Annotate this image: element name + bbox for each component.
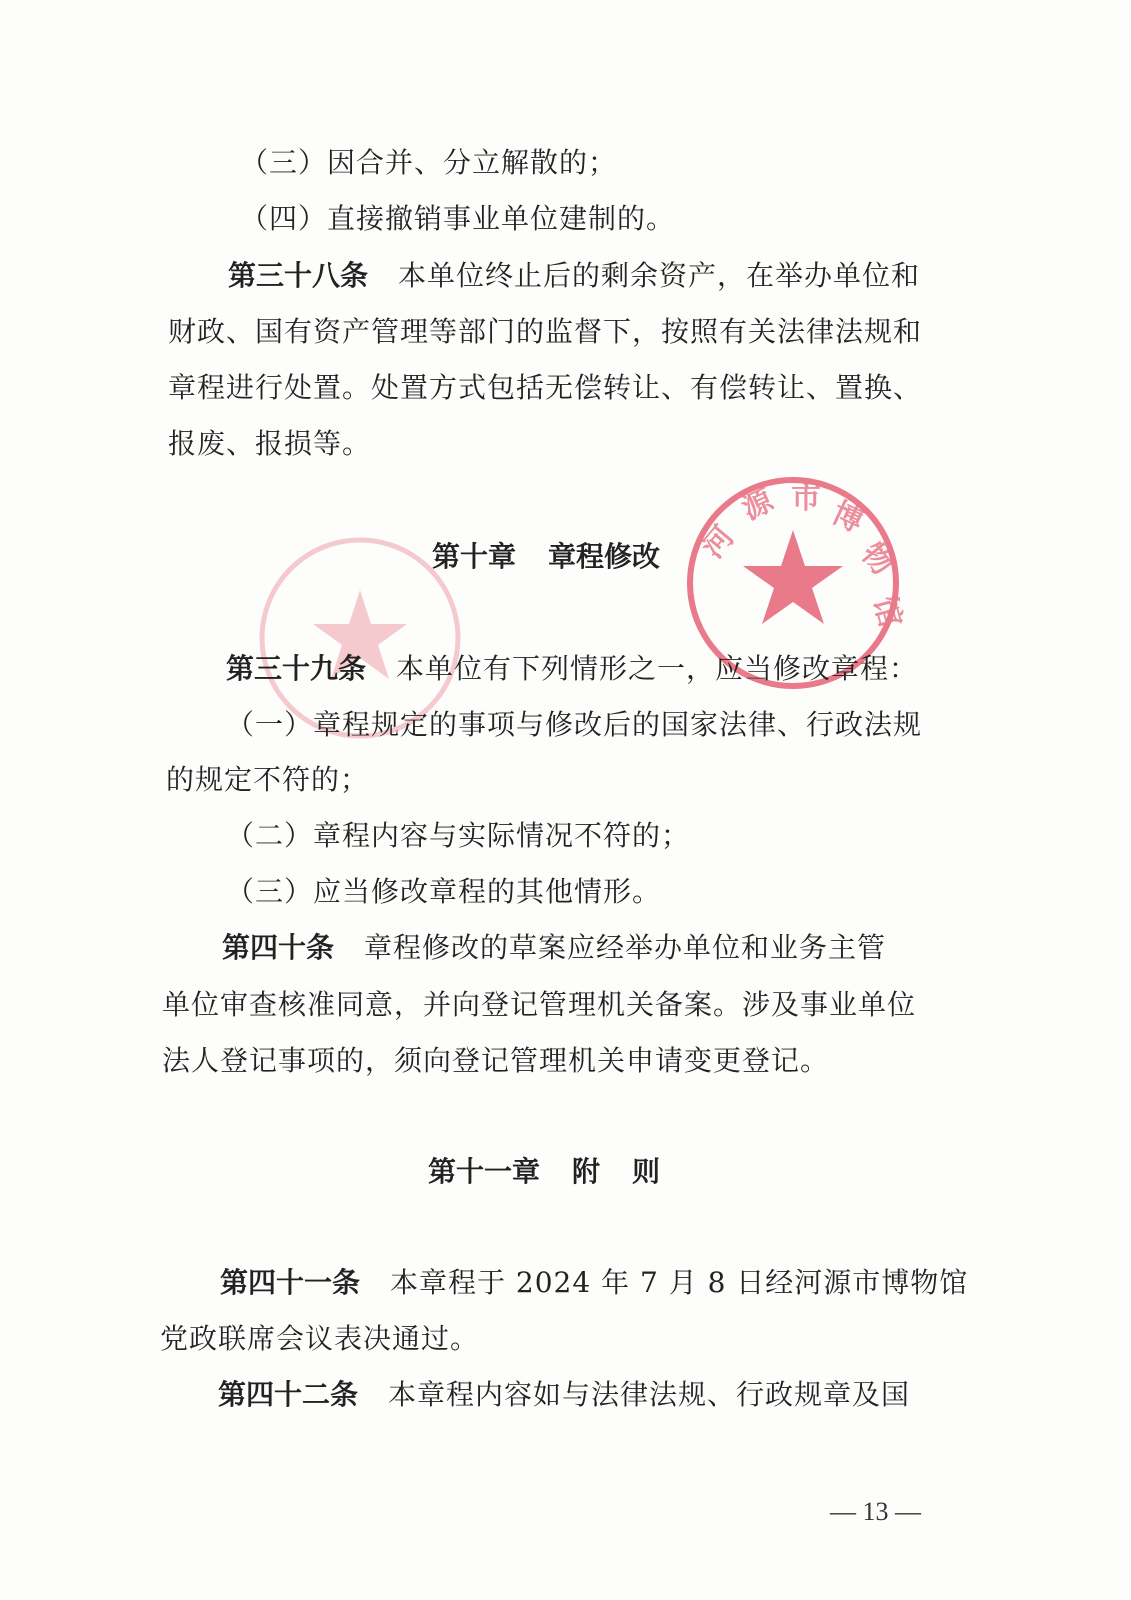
chapter-10-heading (432, 537, 660, 577)
chapter-10-title: 章程修改 (548, 540, 661, 573)
article-39-label: 第三十九条 (226, 652, 367, 685)
chapter-11-number: 第十一章 (428, 1155, 541, 1188)
article-38-line-2: 财政、国有资产管理等部门的监督下，按照有关法律法规和 (168, 315, 923, 348)
article-41-line-1 (220, 1263, 968, 1303)
svg-text:河: 河 (695, 519, 742, 566)
article-39-item-1: （一）章程规定的事项与修改后的国家法律、行政法规 (226, 708, 923, 741)
chapter-11-heading (428, 1152, 660, 1192)
svg-text:物: 物 (853, 536, 900, 583)
article-38-line-4: 报废、报损等。 (168, 427, 372, 460)
svg-text:馆: 馆 (866, 593, 908, 632)
article-40-label: 第四十条 (222, 931, 335, 964)
article-40-line-1 (222, 928, 886, 968)
article-42-label: 第四十二条 (218, 1378, 359, 1411)
article-41-text-1: 本章程于 2024 年 7 月 8 日经河源市博物馆 (390, 1266, 969, 1299)
svg-text:源: 源 (736, 482, 779, 528)
article-38-line-1 (228, 256, 920, 296)
article-40-text-1: 章程修改的草案应经举办单位和业务主管 (364, 931, 887, 964)
item-4-revocation: （四）直接撤销事业单位建制的。 (240, 202, 676, 235)
chapter-11-title-a: 附 (572, 1155, 601, 1188)
article-42-line-1 (218, 1375, 910, 1415)
article-39-item-3: （三）应当修改章程的其他情形。 (226, 875, 662, 908)
article-40-line-3: 法人登记事项的，须向登记管理机关申请变更登记。 (162, 1044, 830, 1077)
article-39-item-2: （二）章程内容与实际情况不符的； (226, 819, 691, 852)
article-40-line-2: 单位审查核准同意，并向登记管理机关备案。涉及事业单位 (162, 988, 917, 1021)
item-3-dissolution: （三）因合并、分立解散的； (240, 146, 618, 179)
article-39-line-1 (226, 649, 918, 689)
article-38-line-3: 章程进行处置。处置方式包括无偿转让、有偿转让、置换、 (168, 371, 923, 404)
article-39-item-1-cont: 的规定不符的； (166, 763, 370, 796)
chapter-10-number: 第十章 (432, 540, 517, 573)
page-number: — 13 — (830, 1497, 921, 1526)
svg-text:博: 博 (826, 495, 869, 540)
article-39-text-1: 本单位有下列情形之一，应当修改章程： (396, 652, 919, 685)
chapter-11-title-b: 则 (632, 1155, 661, 1188)
article-38-label: 第三十八条 (228, 259, 369, 292)
article-42-text-1: 本章程内容如与法律法规、行政规章及国 (388, 1378, 911, 1411)
article-38-text-1: 本单位终止后的剩余资产，在举办单位和 (398, 259, 921, 292)
svg-text:市: 市 (791, 481, 821, 516)
article-41-label: 第四十一条 (220, 1266, 361, 1299)
article-41-line-2: 党政联席会议表决通过。 (160, 1322, 480, 1355)
